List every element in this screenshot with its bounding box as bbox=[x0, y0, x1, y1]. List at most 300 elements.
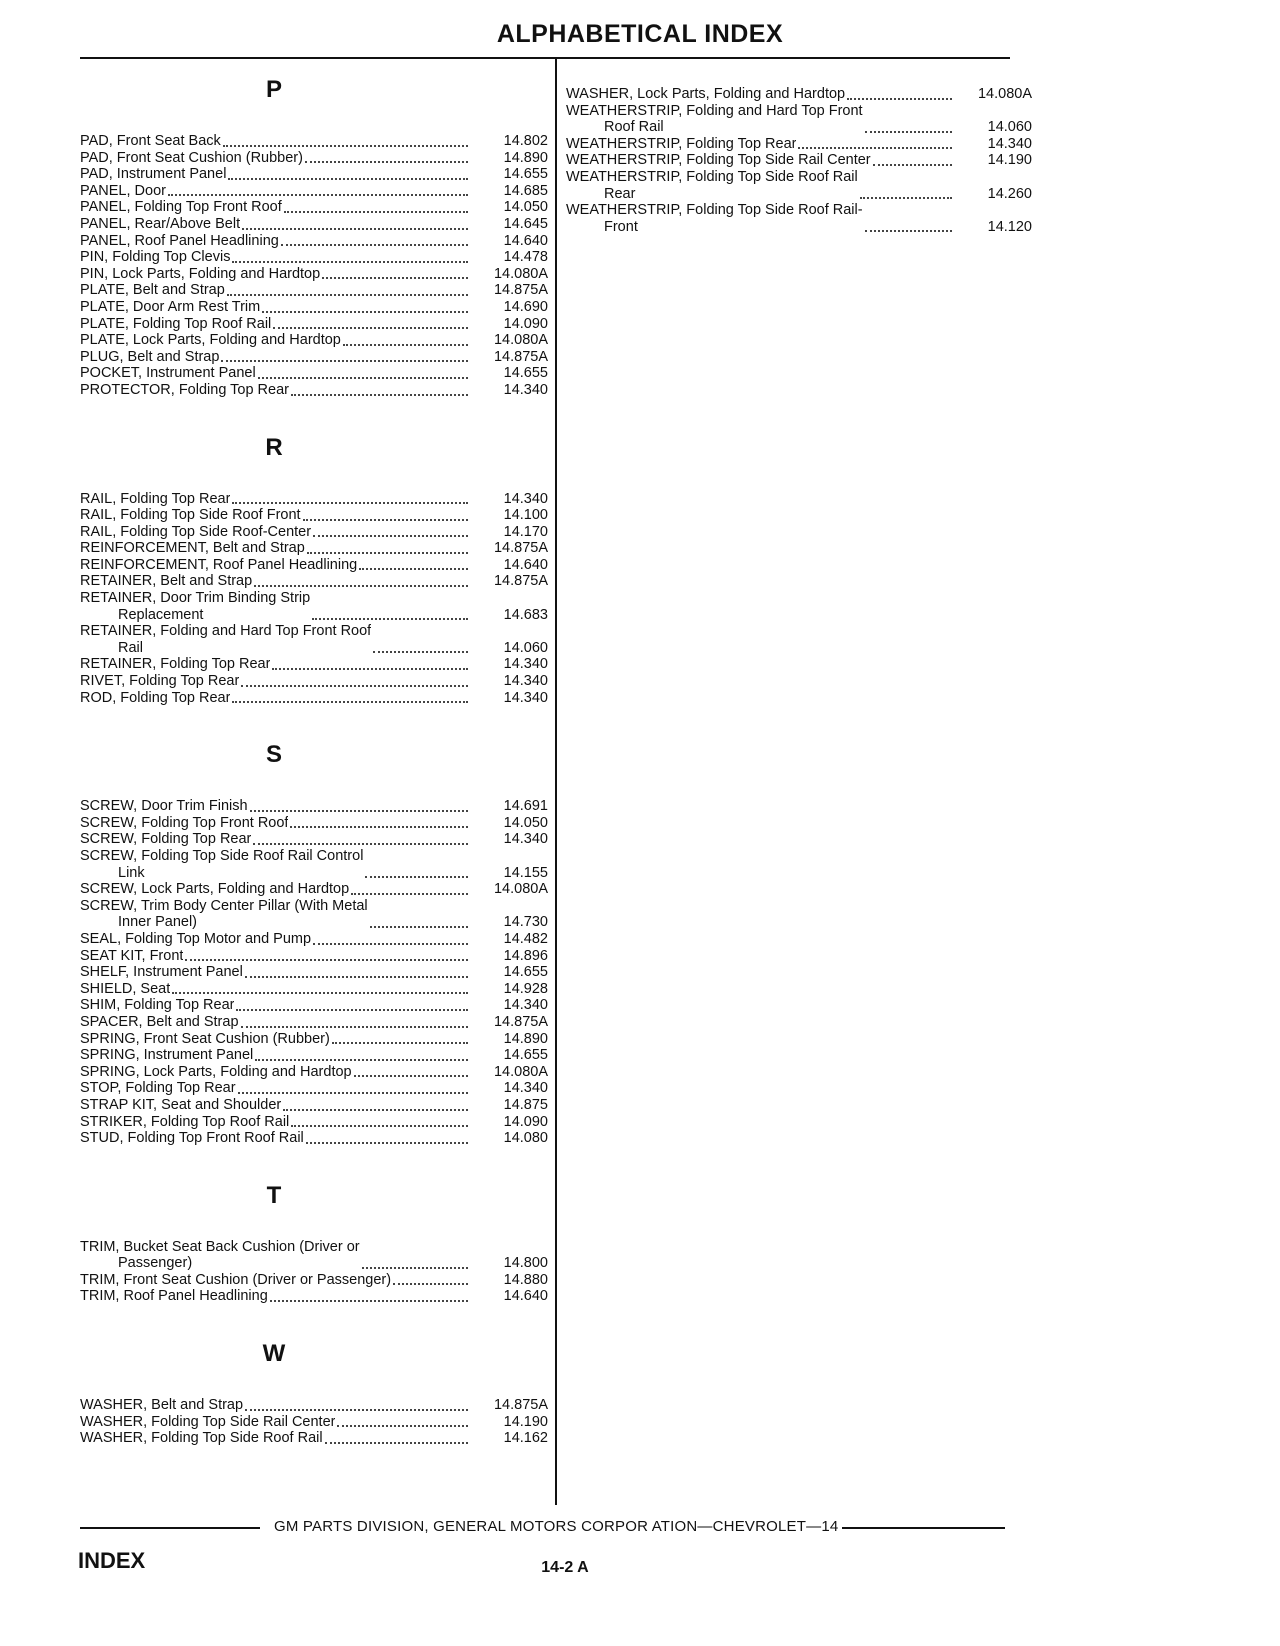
entry-page-number: 14.340 bbox=[503, 689, 548, 706]
index-entry bbox=[80, 690, 548, 707]
entry-name-text: RETAINER, Belt and Strap bbox=[80, 573, 253, 590]
entry-name bbox=[80, 216, 240, 233]
entry-name bbox=[80, 997, 234, 1014]
dot-leader bbox=[305, 157, 468, 163]
index-section bbox=[80, 75, 548, 399]
dot-leader bbox=[172, 988, 468, 994]
index-entry bbox=[80, 365, 548, 382]
index-entry bbox=[80, 1239, 548, 1272]
entry-name-continuation: Rail bbox=[118, 639, 143, 656]
index-entry bbox=[566, 202, 1032, 235]
dot-leader bbox=[307, 548, 468, 554]
index-entry bbox=[80, 981, 548, 998]
entry-name-text: RAIL, Folding Top Rear bbox=[80, 490, 231, 507]
footer-rule-right bbox=[820, 1527, 1005, 1529]
index-entry bbox=[80, 1430, 548, 1447]
entry-page-number: 14.340 bbox=[987, 135, 1032, 152]
entry-page-number: 14.340 bbox=[503, 673, 548, 690]
entry-name bbox=[80, 590, 310, 623]
entry-name-continuation: Front bbox=[604, 218, 638, 235]
entry-page-number: 14.090 bbox=[503, 1113, 548, 1130]
page-number: 14-2 A bbox=[541, 1559, 589, 1576]
entry-name bbox=[80, 1430, 323, 1447]
entry-name-text: REINFORCEMENT, Roof Panel Headlining bbox=[80, 556, 358, 573]
footer-rule-left bbox=[80, 1527, 260, 1529]
entry-page-number: 14.875A bbox=[493, 282, 548, 299]
entry-name-text: WASHER, Folding Top Side Roof Rail bbox=[80, 1430, 323, 1447]
entry-page-number: 14.340 bbox=[503, 831, 548, 848]
entry-name bbox=[80, 1114, 289, 1131]
entry-page-number: 14.896 bbox=[503, 947, 548, 964]
entry-name bbox=[80, 1414, 335, 1431]
entry-name-continuation: Rear bbox=[604, 185, 636, 202]
index-entry bbox=[80, 848, 548, 881]
entry-name-text: WEATHERSTRIP, Folding Top Rear bbox=[566, 135, 797, 152]
entry-name bbox=[80, 798, 248, 815]
dot-leader bbox=[185, 955, 468, 961]
dot-leader bbox=[313, 939, 468, 945]
entry-page-number: 14.802 bbox=[503, 133, 548, 149]
entry-name bbox=[80, 199, 282, 216]
entry-name-text: RAIL, Folding Top Side Roof Front bbox=[80, 507, 301, 524]
dot-leader bbox=[291, 390, 468, 396]
entry-name bbox=[80, 1239, 360, 1272]
entry-name bbox=[80, 1397, 243, 1414]
entry-name-text: SHELF, Instrument Panel bbox=[80, 964, 243, 981]
entry-name-text: SHIELD, Seat bbox=[80, 980, 171, 997]
entry-page-number: 14.190 bbox=[503, 1413, 548, 1430]
entry-page-number: 14.645 bbox=[503, 215, 548, 232]
page-title: ALPHABETICAL INDEX bbox=[496, 20, 784, 48]
entry-name bbox=[80, 573, 252, 590]
index-column-left bbox=[80, 75, 548, 1481]
dot-leader bbox=[337, 1421, 468, 1427]
dot-leader bbox=[241, 1022, 468, 1028]
dot-leader bbox=[370, 922, 468, 928]
entry-name bbox=[566, 202, 863, 235]
entry-name bbox=[80, 690, 230, 707]
entry-name bbox=[80, 1097, 281, 1114]
entry-name bbox=[80, 1272, 391, 1289]
entry-page-number: 14.080A bbox=[493, 881, 548, 898]
entry-name-text: WEATHERSTRIP, Folding Top Side Rail Center bbox=[566, 152, 871, 169]
index-entry bbox=[80, 233, 548, 250]
entry-page-number: 14.340 bbox=[503, 490, 548, 507]
entry-page-number: 14.655 bbox=[503, 166, 548, 183]
entry-name bbox=[80, 133, 221, 150]
entry-name-text: RIVET, Folding Top Rear bbox=[80, 673, 240, 690]
index-entry bbox=[566, 136, 1032, 153]
index-entry bbox=[80, 1097, 548, 1114]
entry-page-number: 14.683 bbox=[503, 606, 548, 623]
dot-leader bbox=[351, 889, 468, 895]
entry-page-number: 14.691 bbox=[503, 798, 548, 815]
entry-name bbox=[80, 898, 368, 931]
entry-name-text: STRAP KIT, Seat and Shoulder bbox=[80, 1096, 282, 1113]
dot-leader bbox=[236, 1005, 468, 1011]
entry-name-text: SCREW, Folding Top Front Roof bbox=[80, 814, 289, 831]
entry-page-number: 14.120 bbox=[987, 218, 1032, 235]
index-entry bbox=[566, 169, 1032, 202]
index-entry bbox=[80, 557, 548, 574]
entry-name bbox=[80, 964, 243, 981]
dot-leader bbox=[232, 257, 468, 263]
dot-leader bbox=[272, 664, 468, 670]
dot-leader bbox=[227, 290, 468, 296]
index-entry bbox=[80, 798, 548, 815]
entry-name-text: SPACER, Belt and Strap bbox=[80, 1013, 239, 1030]
dot-leader bbox=[258, 373, 468, 379]
entry-page-number: 14.800 bbox=[503, 1255, 548, 1272]
index-entry bbox=[80, 1130, 548, 1147]
entry-page-number: 14.080A bbox=[493, 1063, 548, 1080]
entry-name bbox=[80, 365, 256, 382]
index-entry bbox=[80, 1014, 548, 1031]
entry-name bbox=[80, 382, 289, 399]
dot-leader bbox=[798, 143, 952, 149]
dot-leader bbox=[232, 498, 468, 504]
index-entry bbox=[80, 316, 548, 333]
entry-page-number: 14.080A bbox=[977, 86, 1032, 102]
entry-page-number: 14.890 bbox=[503, 149, 548, 166]
entry-name bbox=[80, 673, 239, 690]
entry-name-text: STUD, Folding Top Front Roof Rail bbox=[80, 1130, 304, 1147]
entry-page-number: 14.340 bbox=[503, 1080, 548, 1097]
entry-page-number: 14.090 bbox=[503, 315, 548, 332]
dot-leader bbox=[245, 1405, 468, 1411]
index-entry bbox=[80, 166, 548, 183]
entry-name-text: WEATHERSTRIP, Folding Top Side Roof Rail bbox=[566, 168, 858, 185]
index-entry bbox=[566, 86, 1032, 103]
entry-name-text: STOP, Folding Top Rear bbox=[80, 1080, 236, 1097]
entry-name-continuation: Passenger) bbox=[118, 1255, 193, 1272]
index-entry bbox=[80, 1080, 548, 1097]
column-divider bbox=[555, 59, 557, 1505]
entry-page-number: 14.080A bbox=[493, 265, 548, 282]
index-entry bbox=[80, 282, 548, 299]
dot-leader bbox=[847, 94, 952, 100]
footer-division-text: GM PARTS DIVISION, GENERAL MOTORS CORPOR ATION—CHEVROLET—14 bbox=[270, 1518, 842, 1535]
index-section bbox=[80, 740, 548, 1146]
index-column-right bbox=[566, 86, 1032, 235]
dot-leader bbox=[303, 515, 468, 521]
entry-name-text: SEAL, Folding Top Motor and Pump bbox=[80, 930, 312, 947]
entry-page-number: 14.162 bbox=[503, 1430, 548, 1447]
section-letter: P bbox=[265, 76, 282, 103]
entry-page-number: 14.080 bbox=[503, 1130, 548, 1147]
index-section bbox=[80, 433, 548, 707]
index-entry bbox=[80, 1114, 548, 1131]
index-entry bbox=[80, 183, 548, 200]
entry-name-text: PAD, Instrument Panel bbox=[80, 166, 227, 183]
entry-page-number: 14.340 bbox=[503, 997, 548, 1014]
dot-leader bbox=[283, 1105, 468, 1111]
footer-section-label: INDEX bbox=[78, 1548, 146, 1573]
entry-name-text: SCREW, Folding Top Side Roof Rail Control bbox=[80, 848, 364, 864]
entry-page-number: 14.928 bbox=[503, 980, 548, 997]
entry-name-text: SEAT KIT, Front bbox=[80, 947, 184, 964]
entry-name-text: PLUG, Belt and Strap bbox=[80, 348, 220, 365]
entry-name bbox=[566, 136, 796, 153]
section-letter: W bbox=[262, 1340, 286, 1368]
entry-name-text: RETAINER, Door Trim Binding Strip bbox=[80, 590, 311, 607]
index-entry bbox=[80, 299, 548, 316]
index-entry bbox=[80, 524, 548, 541]
entry-name bbox=[80, 540, 305, 557]
entry-page-number: 14.340 bbox=[503, 656, 548, 673]
section-letter: T bbox=[266, 1181, 282, 1209]
entry-page-number: 14.875A bbox=[493, 348, 548, 365]
entry-name bbox=[80, 150, 303, 167]
entry-name bbox=[80, 1047, 253, 1064]
dot-leader bbox=[223, 141, 468, 147]
dot-leader bbox=[312, 614, 468, 620]
dot-leader bbox=[221, 356, 468, 362]
dot-leader bbox=[238, 1088, 468, 1094]
index-entry bbox=[80, 656, 548, 673]
entry-name bbox=[80, 249, 230, 266]
index-entry bbox=[80, 266, 548, 283]
entry-name-text: PANEL, Rear/Above Belt bbox=[80, 215, 241, 232]
section-letter: S bbox=[265, 741, 282, 769]
entry-name-text: RAIL, Folding Top Side Roof-Center bbox=[80, 523, 312, 540]
entry-name-text: POCKET, Instrument Panel bbox=[80, 365, 256, 382]
entry-name bbox=[80, 1014, 239, 1031]
dot-leader bbox=[322, 273, 468, 279]
entry-name bbox=[80, 282, 225, 299]
index-entry bbox=[80, 898, 548, 931]
entry-name bbox=[80, 848, 363, 881]
dot-leader bbox=[284, 207, 468, 213]
dot-leader bbox=[168, 190, 468, 196]
entry-name-text: PLATE, Door Arm Rest Trim bbox=[80, 298, 261, 315]
entry-name bbox=[80, 491, 230, 508]
entry-name-text: STRIKER, Folding Top Roof Rail bbox=[80, 1113, 290, 1130]
dot-leader bbox=[393, 1279, 468, 1285]
entry-page-number: 14.730 bbox=[503, 914, 548, 931]
entry-name-text: PIN, Folding Top Clevis bbox=[80, 249, 231, 266]
entry-name bbox=[80, 815, 288, 832]
index-entry bbox=[80, 216, 548, 233]
entry-name bbox=[80, 981, 170, 998]
entry-name-text: SCREW, Door Trim Finish bbox=[80, 798, 248, 815]
index-entry bbox=[80, 1288, 548, 1305]
index-entry bbox=[80, 931, 548, 948]
entry-name-text: PANEL, Door bbox=[80, 182, 166, 199]
index-entry bbox=[80, 1414, 548, 1431]
entry-name-text: PLATE, Lock Parts, Folding and Hardtop bbox=[80, 332, 341, 349]
dot-leader bbox=[228, 174, 468, 180]
entry-name bbox=[80, 881, 349, 898]
entry-name-text: WASHER, Folding Top Side Rail Center bbox=[80, 1413, 336, 1430]
entry-name-text: PLATE, Folding Top Roof Rail bbox=[80, 315, 272, 332]
entry-page-number: 14.890 bbox=[503, 1030, 548, 1047]
entry-name-text: PLATE, Belt and Strap bbox=[80, 282, 225, 299]
entry-page-number: 14.655 bbox=[503, 964, 548, 981]
dot-leader bbox=[365, 872, 468, 878]
entry-name-text: TRIM, Roof Panel Headlining bbox=[80, 1288, 268, 1305]
entry-page-number: 14.050 bbox=[503, 199, 548, 216]
entry-page-number: 14.080A bbox=[493, 332, 548, 349]
index-entry bbox=[80, 815, 548, 832]
dot-leader bbox=[250, 806, 468, 812]
entry-name bbox=[80, 557, 357, 574]
dot-leader bbox=[865, 226, 952, 232]
index-entry bbox=[80, 1272, 548, 1289]
index-entry bbox=[80, 1031, 548, 1048]
entry-name bbox=[80, 332, 341, 349]
entry-page-number: 14.340 bbox=[503, 381, 548, 398]
entry-name bbox=[80, 1288, 268, 1305]
entry-page-number: 14.100 bbox=[503, 507, 548, 524]
dot-leader bbox=[270, 1296, 468, 1302]
entry-name-text: SCREW, Lock Parts, Folding and Hardtop bbox=[80, 881, 350, 898]
entry-page-number: 14.640 bbox=[503, 232, 548, 249]
entry-name-text: ROD, Folding Top Rear bbox=[80, 689, 231, 706]
index-entry bbox=[80, 507, 548, 524]
dot-leader bbox=[313, 531, 468, 537]
entry-page-number: 14.875A bbox=[493, 1013, 548, 1030]
entry-page-number: 14.640 bbox=[503, 1288, 548, 1305]
index-entry bbox=[80, 673, 548, 690]
dot-leader bbox=[865, 127, 952, 133]
entry-name-text: PAD, Front Seat Back bbox=[80, 133, 221, 149]
entry-page-number: 14.050 bbox=[503, 814, 548, 831]
index-entry bbox=[566, 103, 1032, 136]
entry-name bbox=[80, 948, 183, 965]
index-entry bbox=[80, 881, 548, 898]
entry-name-text: SPRING, Front Seat Cushion (Rubber) bbox=[80, 1030, 330, 1047]
entry-name bbox=[80, 166, 226, 183]
index-entry bbox=[80, 199, 548, 216]
index-section bbox=[80, 1181, 548, 1305]
entry-name bbox=[566, 152, 871, 169]
entry-name bbox=[566, 86, 845, 103]
dot-leader bbox=[343, 340, 468, 346]
entry-name bbox=[80, 831, 251, 848]
entry-name bbox=[80, 524, 311, 541]
entry-name bbox=[80, 623, 371, 656]
entry-page-number: 14.690 bbox=[503, 298, 548, 315]
index-entry bbox=[80, 332, 548, 349]
index-entry bbox=[80, 831, 548, 848]
entry-name-continuation: Replacement bbox=[118, 606, 204, 623]
entry-name bbox=[80, 1130, 304, 1147]
dot-leader bbox=[325, 1438, 468, 1444]
index-entry bbox=[80, 964, 548, 981]
entry-name-text: RETAINER, Folding Top Rear bbox=[80, 656, 271, 673]
dot-leader bbox=[332, 1038, 468, 1044]
index-entry bbox=[80, 948, 548, 965]
index-entry bbox=[80, 573, 548, 590]
entry-page-number: 14.060 bbox=[503, 639, 548, 656]
entry-name bbox=[80, 299, 260, 316]
dot-leader bbox=[873, 160, 952, 166]
index-entry bbox=[80, 1397, 548, 1414]
entry-name-continuation: Link bbox=[118, 864, 145, 881]
entry-page-number: 14.478 bbox=[503, 249, 548, 266]
dot-leader bbox=[281, 240, 468, 246]
entry-page-number: 14.655 bbox=[503, 1047, 548, 1064]
entry-name bbox=[80, 266, 320, 283]
entry-name-continuation: Roof Rail bbox=[604, 119, 664, 136]
dot-leader bbox=[241, 681, 468, 687]
entry-name-text: WEATHERSTRIP, Folding Top Side Roof Rail- bbox=[566, 202, 863, 219]
entry-page-number: 14.875A bbox=[493, 540, 548, 557]
index-entry bbox=[80, 623, 548, 656]
entry-page-number: 14.155 bbox=[503, 864, 548, 881]
entry-name-text: TRIM, Bucket Seat Back Cushion (Driver or bbox=[80, 1238, 360, 1255]
dot-leader bbox=[291, 1121, 468, 1127]
index-entry bbox=[80, 133, 548, 150]
dot-leader bbox=[306, 1138, 468, 1144]
entry-name bbox=[566, 103, 863, 136]
entry-page-number: 14.875A bbox=[493, 1397, 548, 1414]
index-entry bbox=[80, 349, 548, 366]
dot-leader bbox=[255, 1055, 468, 1061]
entry-name-text: PIN, Lock Parts, Folding and Hardtop bbox=[80, 265, 321, 282]
entry-name bbox=[80, 316, 271, 333]
entry-name-text: REINFORCEMENT, Belt and Strap bbox=[80, 540, 305, 557]
dot-leader bbox=[373, 647, 468, 653]
entry-page-number: 14.685 bbox=[503, 182, 548, 199]
entry-name bbox=[80, 233, 279, 250]
dot-leader bbox=[354, 1071, 468, 1077]
section-letter: R bbox=[265, 433, 283, 461]
dot-leader bbox=[254, 581, 468, 587]
entry-name-text: WEATHERSTRIP, Folding and Hard Top Front bbox=[566, 102, 863, 119]
dot-leader bbox=[290, 822, 468, 828]
entry-name-text: SPRING, Lock Parts, Folding and Hardtop bbox=[80, 1063, 352, 1080]
entry-name bbox=[80, 1031, 330, 1048]
index-entry bbox=[80, 1047, 548, 1064]
dot-leader bbox=[242, 224, 468, 230]
dot-leader bbox=[359, 564, 468, 570]
entry-page-number: 14.060 bbox=[987, 119, 1032, 136]
entry-page-number: 14.260 bbox=[987, 185, 1032, 202]
entry-name bbox=[80, 1080, 236, 1097]
entry-page-number: 14.482 bbox=[503, 930, 548, 947]
entry-name-text: PAD, Front Seat Cushion (Rubber) bbox=[80, 149, 303, 166]
index-entry bbox=[80, 590, 548, 623]
entry-name-text: SCREW, Folding Top Rear bbox=[80, 831, 252, 848]
entry-name-continuation: Inner Panel) bbox=[118, 914, 197, 931]
dot-leader bbox=[245, 972, 468, 978]
index-entry bbox=[80, 1064, 548, 1081]
dot-leader bbox=[253, 839, 468, 845]
entry-name bbox=[80, 183, 166, 200]
entry-page-number: 14.190 bbox=[987, 152, 1032, 169]
dot-leader bbox=[362, 1263, 468, 1269]
entry-page-number: 14.170 bbox=[503, 523, 548, 540]
entry-name-text: SPRING, Instrument Panel bbox=[80, 1047, 254, 1064]
entry-page-number: 14.880 bbox=[503, 1271, 548, 1288]
index-section bbox=[80, 1339, 548, 1447]
index-entry bbox=[80, 540, 548, 557]
entry-name bbox=[80, 931, 311, 948]
entry-name-text: TRIM, Front Seat Cushion (Driver or Passenger) bbox=[80, 1271, 392, 1288]
entry-name-text: WASHER, Lock Parts, Folding and Hardtop bbox=[566, 86, 846, 102]
index-entry bbox=[566, 152, 1032, 169]
dot-leader bbox=[232, 697, 468, 703]
entry-name-text: PROTECTOR, Folding Top Rear bbox=[80, 381, 289, 398]
entry-name-text: SHIM, Folding Top Rear bbox=[80, 997, 235, 1014]
entry-name bbox=[80, 507, 301, 524]
entry-name-text: PANEL, Folding Top Front Roof bbox=[80, 199, 282, 216]
header-rule bbox=[80, 57, 1010, 59]
entry-page-number: 14.655 bbox=[503, 365, 548, 382]
entry-name-text: RETAINER, Folding and Hard Top Front Roof bbox=[80, 623, 372, 640]
